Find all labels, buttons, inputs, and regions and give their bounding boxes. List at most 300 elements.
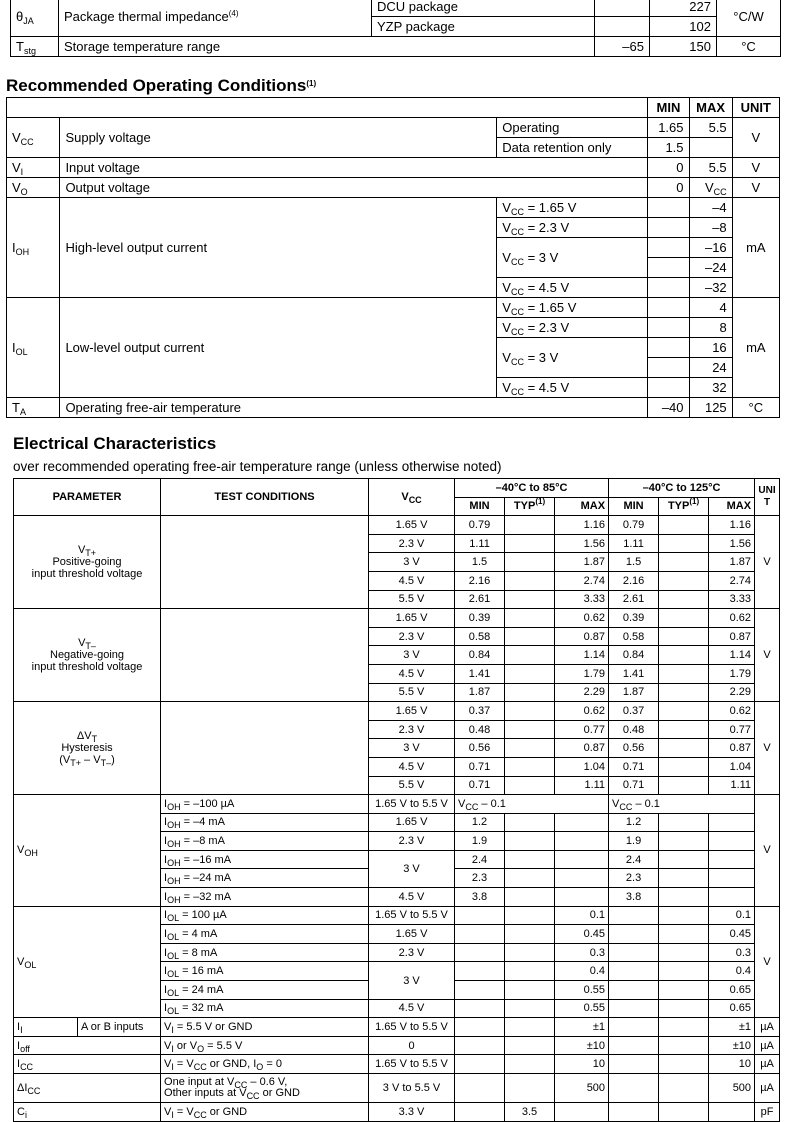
typ-value — [505, 1074, 555, 1103]
vcc-value: 4.5 V — [369, 999, 455, 1018]
min-value: 0.79 — [609, 516, 659, 535]
typ-value — [505, 1018, 555, 1037]
param-label — [14, 702, 161, 795]
col-header-max: MAX — [555, 497, 609, 516]
param-label-line: Negative-going — [50, 649, 124, 662]
max-value: 1.11 — [555, 776, 609, 795]
max-value: 10 — [555, 1055, 609, 1074]
condition: – 0.6 V, — [247, 1076, 288, 1088]
symbol: T — [12, 400, 20, 415]
min-value: 2.61 — [455, 590, 505, 609]
min-value: 0.71 — [609, 776, 659, 795]
vcc-value: 1.65 V — [369, 925, 455, 944]
max-value: 1.16 — [555, 516, 609, 535]
condition: = 0 — [263, 1058, 282, 1071]
symbol: V — [12, 130, 21, 145]
param-label — [14, 1036, 161, 1055]
min-value: 0.39 — [455, 609, 505, 628]
symbol-sub: I — [20, 1025, 23, 1036]
condition: = 1.65 V — [527, 200, 577, 215]
typ-value: 3.5 — [505, 1103, 555, 1122]
condition: = 2.3 V — [527, 320, 570, 335]
unit: °C — [717, 37, 781, 57]
min-value: 0.71 — [455, 776, 505, 795]
symbol-sub: CC — [408, 495, 422, 506]
vcc-value: 1.65 V to 5.5 V — [369, 1055, 455, 1074]
min-value: 0.58 — [455, 627, 505, 646]
min-value-suffix: – 0.1 — [632, 797, 660, 810]
condition: = 1.65 V — [527, 300, 577, 315]
min-value: 0.39 — [609, 609, 659, 628]
table-row — [14, 795, 780, 814]
symbol: T — [16, 39, 24, 54]
min-value: 2.4 — [455, 850, 505, 869]
condition: Operating — [497, 118, 648, 138]
param-label-line: input threshold voltage — [31, 661, 143, 674]
min-value: 0.84 — [455, 646, 505, 665]
unit: µA — [755, 1018, 780, 1037]
condition: = –16 mA — [183, 853, 232, 866]
symbol-sub: T+ — [85, 548, 97, 559]
min-value: 0.79 — [455, 516, 505, 535]
max-value: 0.62 — [709, 702, 755, 721]
table-row — [14, 702, 780, 721]
min-value: V — [458, 797, 466, 810]
test-condition — [161, 1074, 369, 1103]
table-header-row — [7, 98, 780, 118]
unit: V — [755, 906, 780, 1018]
table-row — [14, 1036, 780, 1055]
max-value: 0.87 — [555, 627, 609, 646]
test-condition: $I_{OL} = 16$ mA — [161, 962, 369, 981]
vcc-value: 1.65 V — [369, 516, 455, 535]
max-value: 0.62 — [555, 609, 609, 628]
table-row — [7, 118, 780, 138]
symbol-sub: OH — [15, 247, 30, 257]
condition: V — [164, 1105, 172, 1118]
min-value: 1.11 — [609, 534, 659, 553]
test-condition — [161, 1036, 369, 1055]
test-condition: $I_{OL} = 4$ mA — [161, 925, 369, 944]
unit: pF — [755, 1103, 780, 1122]
table-row — [14, 1055, 780, 1074]
unit: µA — [755, 1074, 780, 1103]
min-value-suffix: – 0.1 — [478, 797, 506, 810]
symbol-sub: CC — [20, 1062, 34, 1073]
max-value: 8 — [689, 318, 732, 338]
max-value: 0.65 — [709, 999, 755, 1018]
condition: V — [164, 1021, 172, 1034]
max-value: 500 — [555, 1074, 609, 1103]
min-value: 1.2 — [455, 813, 505, 832]
table-row — [11, 0, 781, 17]
param-label: Input voltage — [60, 158, 648, 178]
unit: mA — [732, 298, 779, 398]
symbol-sub: CC — [234, 1080, 248, 1090]
table-row — [7, 178, 780, 198]
min-value: 0 — [648, 158, 689, 178]
vcc-value: 3 V — [369, 553, 455, 572]
symbol-sub: T– — [100, 758, 112, 769]
condition: YZP package — [372, 17, 595, 37]
table-row — [11, 37, 781, 57]
max-value: 0.45 — [709, 925, 755, 944]
condition: = 4.5 V — [527, 380, 570, 395]
table-row: $V_{CC} = 2.3$ V 8 — [7, 318, 780, 338]
table-row: $V_{CC} = 2.3$ V –8 — [7, 218, 780, 238]
vcc-value: 3 V to 5.5 V — [369, 1074, 455, 1103]
param-label: Output voltage — [60, 178, 648, 198]
section-title: Electrical Characteristics — [13, 434, 217, 453]
table-row: $V_{CC} = 4.5$ V 32 — [7, 378, 780, 398]
table-row — [14, 516, 780, 535]
min-value: 1.65 — [648, 118, 689, 138]
max-value: 32 — [689, 378, 732, 398]
symbol-sub: T+ — [70, 758, 81, 769]
max-value: 1.14 — [709, 646, 755, 665]
footnote: (1) — [306, 79, 317, 88]
table-row: $V_{CC} = 3$ V –16 — [7, 238, 780, 258]
max-value: –4 — [689, 198, 732, 218]
min-value: 1.41 — [609, 664, 659, 683]
vcc-value: 5.5 V — [369, 590, 455, 609]
min-value: 0.58 — [609, 627, 659, 646]
unit: °C — [732, 398, 779, 418]
symbol: ΔV — [76, 730, 92, 743]
max-value: 0.77 — [709, 720, 755, 739]
col-header-unit: UNI T — [755, 479, 780, 516]
max-value: 1.04 — [709, 757, 755, 776]
symbol-sub: O — [197, 1043, 205, 1054]
min-value: 0.71 — [609, 757, 659, 776]
pin-label — [78, 1018, 161, 1037]
max-value: 1.87 — [709, 553, 755, 572]
param-label-line: (V — [59, 754, 71, 767]
vcc-value: 4.5 V — [369, 664, 455, 683]
max-value — [555, 1103, 609, 1122]
max-value: ±10 — [709, 1036, 755, 1055]
condition: = 100 µA — [182, 909, 227, 922]
symbol-sub: OL — [15, 347, 28, 357]
condition: or GND — [206, 1105, 248, 1118]
symbol-sub: I — [20, 167, 24, 177]
vcc-value: 5.5 V — [369, 683, 455, 702]
param-label — [14, 1055, 161, 1074]
symbol-sub: I — [171, 1025, 174, 1036]
min-value: 0.56 — [609, 739, 659, 758]
condition: or V — [173, 1039, 198, 1052]
min-value: 0.48 — [609, 720, 659, 739]
vcc-value: 1.65 V — [369, 813, 455, 832]
max-value — [709, 1103, 755, 1122]
max-value: 0.1 — [709, 906, 755, 925]
max-value: 0.77 — [555, 720, 609, 739]
table-row — [14, 609, 780, 628]
condition: or GND, I — [206, 1058, 257, 1071]
unit: V — [732, 118, 779, 158]
condition: = –32 mA — [183, 890, 232, 903]
max-value: 10 — [709, 1055, 755, 1074]
max-value: 0.55 — [555, 999, 609, 1018]
min-value: –40 — [648, 398, 689, 418]
min-value: 1.2 — [609, 813, 659, 832]
condition: = 24 mA — [182, 983, 224, 996]
condition: = V — [173, 1058, 194, 1071]
section-title — [6, 76, 316, 96]
vcc-value: 2.3 V — [369, 534, 455, 553]
condition: One input at V — [164, 1076, 235, 1088]
max-value: 1.56 — [709, 534, 755, 553]
unit: V — [755, 516, 780, 609]
table-row — [14, 1074, 780, 1103]
symbol-sub: I — [171, 1043, 174, 1054]
max-value: 0.3 — [709, 943, 755, 962]
symbol: I — [12, 340, 16, 355]
min-value: 1.5 — [648, 138, 689, 158]
max-value: 3.33 — [709, 590, 755, 609]
max-value: 102 — [650, 17, 717, 37]
vcc-value: 4.5 V — [369, 571, 455, 590]
max-value: 1.56 — [555, 534, 609, 553]
section-subtitle: over recommended operating free-air temperature range (unless otherwise noted) — [13, 459, 502, 474]
max-value: 1.11 — [709, 776, 755, 795]
condition: = V — [173, 1105, 194, 1118]
col-header-typ: TYP — [513, 500, 536, 513]
typ-value — [505, 1055, 555, 1074]
max-value: 2.74 — [709, 571, 755, 590]
test-condition: $I_{OL} = 100$ µA — [161, 906, 369, 925]
symbol-sub: CC — [619, 801, 633, 812]
max-value: 1.79 — [555, 664, 609, 683]
col-header-parameter: PARAMETER — [14, 479, 161, 516]
vcc-value: 3 V — [369, 962, 455, 999]
max-value: 1.14 — [555, 646, 609, 665]
param-label — [14, 1018, 78, 1037]
max-value: 5.5 — [689, 118, 732, 138]
symbol: V — [77, 544, 86, 557]
condition: Other inputs at V — [164, 1087, 247, 1099]
test-condition: $I_{OH} = -32$ mA — [161, 888, 369, 907]
max-value: 1.16 — [709, 516, 755, 535]
col-header-max: MAX — [709, 497, 755, 516]
symbol-sub: i — [24, 1109, 27, 1120]
max-value: –8 — [689, 218, 732, 238]
param-label-line: – V — [81, 754, 101, 767]
max-value: 0.87 — [709, 739, 755, 758]
min-value: 2.4 — [609, 850, 659, 869]
thermal-table — [10, 0, 781, 57]
col-header-range-85: –40°C to 85°C — [455, 479, 609, 498]
unit: µA — [755, 1036, 780, 1055]
condition: = 4.5 V — [527, 280, 570, 295]
condition: = 2.3 V — [527, 220, 570, 235]
footnote: (1) — [689, 497, 700, 507]
symbol: V — [12, 180, 21, 195]
vcc-value: 2.3 V — [369, 720, 455, 739]
test-condition: $I_{OH} = -8$ mA — [161, 832, 369, 851]
condition: or GND — [259, 1087, 300, 1099]
col-header-min: MIN — [455, 497, 505, 516]
table-row: $I_{OH}$ High-level output current $V_{CC} = 1.65$ V –4 mA — [7, 198, 780, 218]
unit: V — [732, 178, 779, 198]
min-value: 2.61 — [609, 590, 659, 609]
footnote: (1) — [535, 497, 546, 507]
min-value: 0.37 — [455, 702, 505, 721]
unit: V — [755, 702, 780, 795]
col-header-test-conditions: TEST CONDITIONS — [161, 479, 369, 516]
table-row — [14, 1103, 780, 1122]
max-value: 500 — [709, 1074, 755, 1103]
test-condition: $I_{OL} = 8$ mA — [161, 943, 369, 962]
col-header-typ: TYP — [667, 500, 690, 513]
test-condition — [161, 1055, 369, 1074]
min-value: 1.41 — [455, 664, 505, 683]
col-header-min: MIN — [609, 497, 659, 516]
unit: V — [755, 609, 780, 702]
min-value: 1.9 — [455, 832, 505, 851]
condition: V — [164, 1039, 172, 1052]
param-label-line: Positive-going — [52, 556, 122, 569]
condition: = 32 mA — [182, 1002, 224, 1015]
vcc-value: 5.5 V — [369, 776, 455, 795]
param-label: Operating free-air temperature — [60, 398, 648, 418]
symbol-sub: O — [20, 187, 28, 197]
symbol: C — [17, 1105, 25, 1118]
condition: = 3 V — [527, 250, 559, 265]
test-condition: $I_{OH} = -100$ µA — [161, 795, 369, 814]
max-value: 0.87 — [555, 739, 609, 758]
param-label-line: ) — [111, 754, 115, 767]
symbol-sub: CC — [20, 137, 34, 147]
symbol: I — [17, 1021, 21, 1034]
table-row — [7, 158, 780, 178]
condition: = –4 mA — [183, 816, 225, 829]
vcc-value: 1.65 V — [369, 702, 455, 721]
min-value: 0.84 — [609, 646, 659, 665]
min-value: 2.3 — [455, 869, 505, 888]
vcc-value: 2.3 V — [369, 832, 455, 851]
symbol: ΔI — [17, 1082, 28, 1094]
test-condition — [161, 1103, 369, 1122]
max-value: 0.62 — [709, 609, 755, 628]
max-value: 1.79 — [709, 664, 755, 683]
param-label — [14, 609, 161, 702]
max-value: 0.1 — [555, 906, 609, 925]
condition: = 16 mA — [182, 965, 224, 978]
symbol-sub: T — [91, 734, 98, 745]
min-value: 2.16 — [609, 571, 659, 590]
unit: mA — [732, 198, 779, 298]
max-value: 16 — [689, 338, 732, 358]
max-value: 150 — [650, 37, 717, 57]
param-label — [14, 1074, 161, 1103]
roc-table — [6, 97, 780, 418]
max-value: 24 — [689, 358, 732, 378]
condition: = –24 mA — [183, 872, 232, 885]
min-value: 2.16 — [455, 571, 505, 590]
test-condition — [161, 1018, 369, 1037]
footnote: (4) — [228, 9, 239, 18]
param-label — [14, 516, 161, 609]
test-condition: $I_{OL} = 24$ mA — [161, 981, 369, 1000]
min-value: 0 — [648, 178, 689, 198]
unit: V — [732, 158, 779, 178]
param-label-line: Hysteresis — [61, 742, 113, 755]
vcc-value: 0 — [369, 1036, 455, 1055]
col-header-range-125: –40°C to 125°C — [609, 479, 755, 498]
condition: Data retention only — [497, 138, 648, 158]
max-value: –16 — [689, 238, 732, 258]
unit: µA — [755, 1055, 780, 1074]
condition: V — [164, 1058, 172, 1071]
max-value: 2.74 — [555, 571, 609, 590]
max-value: –32 — [689, 278, 732, 298]
condition: DCU package — [372, 0, 595, 17]
vcc-value: 1.65 V — [369, 609, 455, 628]
vcc-value: 4.5 V — [369, 757, 455, 776]
condition: = –100 µA — [183, 797, 235, 810]
test-condition: $I_{OH} = -4$ mA — [161, 813, 369, 832]
vcc-value: 3 V — [369, 646, 455, 665]
symbol: θ — [16, 9, 24, 24]
test-condition: $I_{OH} = -24$ mA — [161, 869, 369, 888]
test-condition: $I_{OL} = 32$ mA — [161, 999, 369, 1018]
condition: = 8 mA — [182, 946, 218, 959]
min-value: 3.8 — [609, 888, 659, 907]
table-row: $V_{CC} = 3$ V 16 — [7, 338, 780, 358]
vcc-value: 3 V — [369, 739, 455, 758]
test-condition: $I_{OH} = -16$ mA — [161, 850, 369, 869]
section-title-text: Recommended Operating Conditions — [6, 76, 307, 95]
max-value: 0.45 — [555, 925, 609, 944]
param-label: Storage temperature range — [59, 37, 595, 57]
col-header-vcc: V — [401, 491, 409, 504]
param-label — [14, 906, 161, 1018]
min-value: –65 — [595, 37, 650, 57]
symbol: I — [12, 240, 16, 255]
max-value: 0.4 — [555, 962, 609, 981]
param-label — [14, 795, 161, 907]
condition: = –8 mA — [183, 835, 225, 848]
condition: = 5.5 V — [204, 1039, 243, 1052]
symbol-sub: O — [256, 1062, 264, 1073]
param-label-line: input threshold voltage — [31, 568, 143, 581]
table-row: $I_{OL}$ Low-level output current $V_{CC} = 1.65$ V 4 mA — [7, 298, 780, 318]
vcc-value: 2.3 V — [369, 943, 455, 962]
min-value: 0.56 — [455, 739, 505, 758]
symbol-sub: OH — [24, 848, 38, 859]
max-value: 1.04 — [555, 757, 609, 776]
symbol-sub: OL — [24, 959, 37, 970]
max-value: 0.62 — [555, 702, 609, 721]
table-row — [7, 398, 780, 418]
symbol: V — [17, 844, 25, 857]
max-value: V — [705, 180, 714, 195]
min-value: 3.8 — [455, 888, 505, 907]
symbol-sub: off — [20, 1043, 30, 1054]
vcc-value: 2.3 V — [369, 627, 455, 646]
condition: = 3 V — [527, 350, 559, 365]
max-value: 0.87 — [709, 627, 755, 646]
min-value: 1.11 — [455, 534, 505, 553]
table-row — [14, 906, 780, 925]
vcc-value: 3.3 V — [369, 1103, 455, 1122]
min-value: 0.37 — [609, 702, 659, 721]
symbol-sub: CC — [193, 1109, 207, 1120]
symbol: I — [17, 1058, 21, 1071]
symbol-sub: I — [171, 1109, 174, 1120]
max-value: 0.65 — [709, 981, 755, 1000]
